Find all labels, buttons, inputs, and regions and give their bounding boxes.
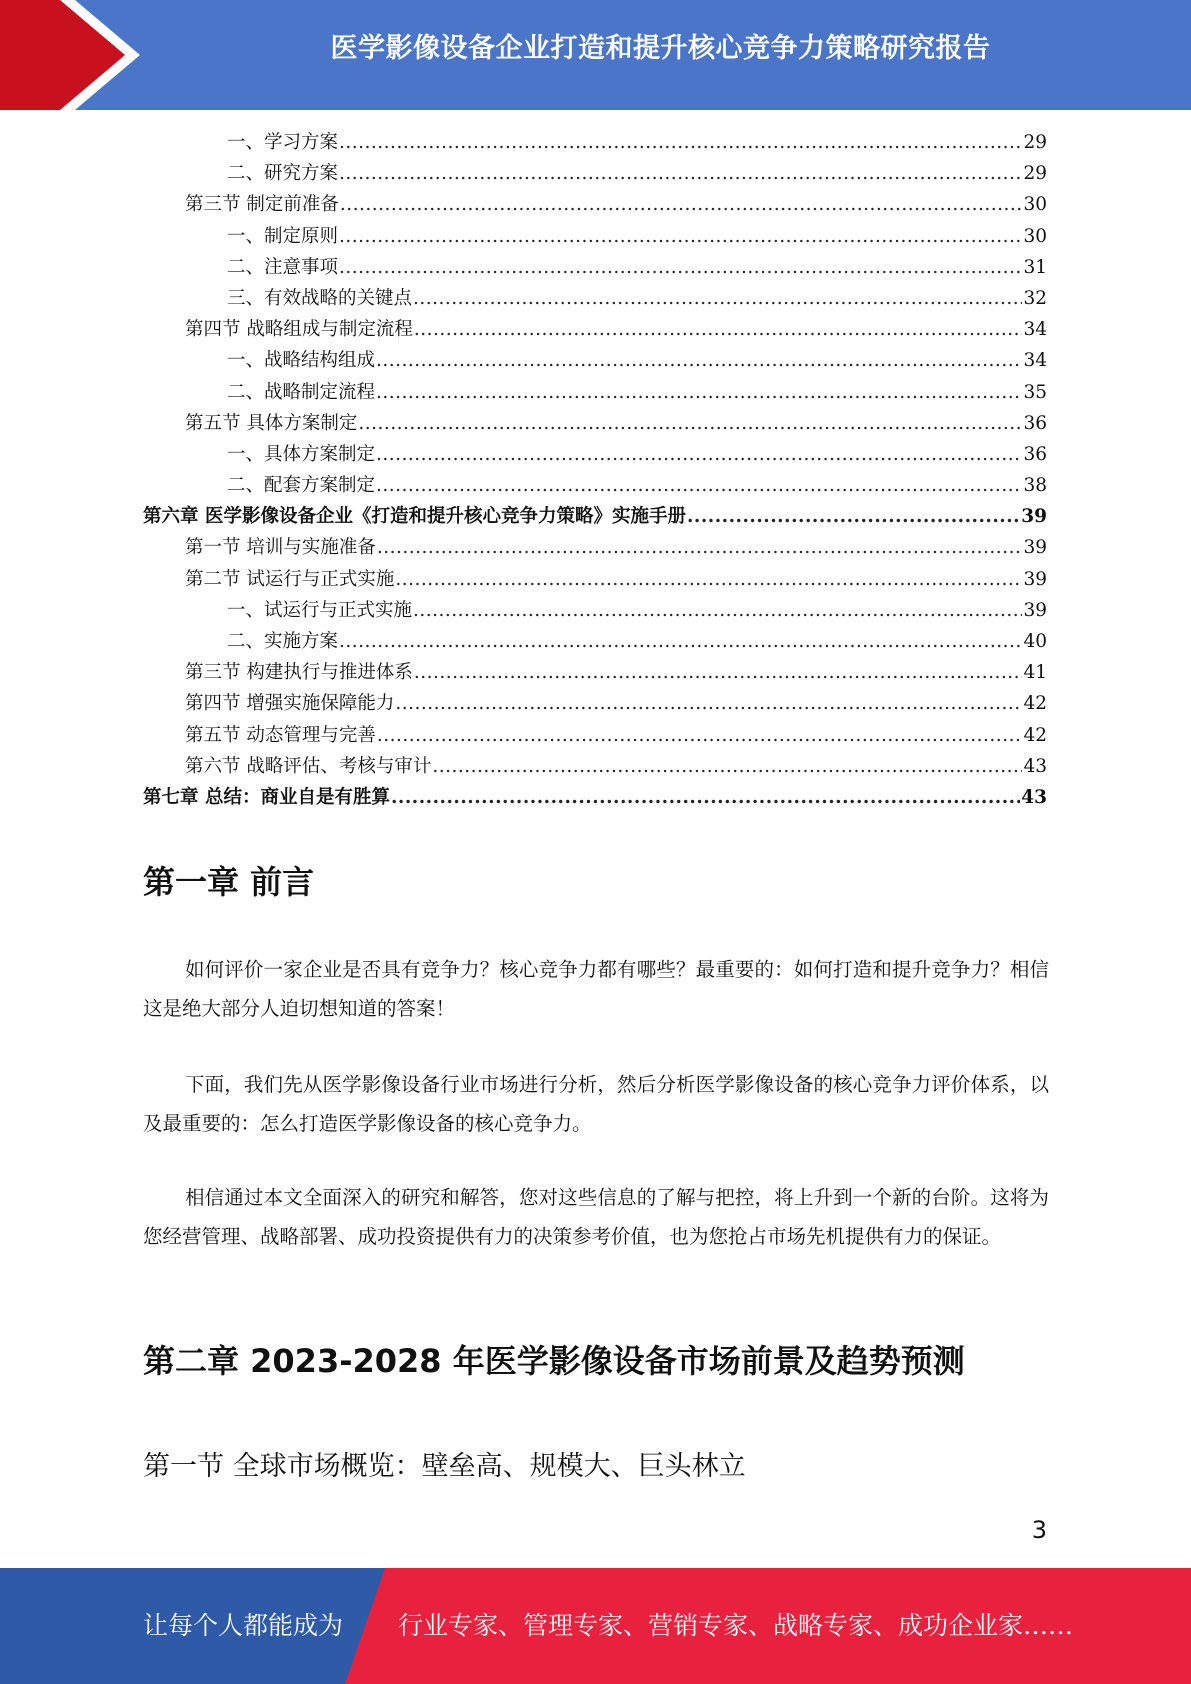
toc-entry-page: 43 xyxy=(1021,786,1047,808)
toc-leader-dots xyxy=(376,444,1022,465)
toc-entry-page: 42 xyxy=(1023,693,1047,715)
toc-entry-page: 34 xyxy=(1023,319,1047,341)
toc-leader-dots xyxy=(413,600,1022,621)
toc-leader-dots xyxy=(340,194,1023,215)
toc-entry-page: 39 xyxy=(1023,599,1047,621)
toc-entry-page: 39 xyxy=(1021,506,1047,528)
toc-entry[interactable] xyxy=(143,284,1047,315)
toc-entry[interactable] xyxy=(143,502,1047,533)
page-number: 3 xyxy=(1031,1516,1047,1544)
page-footer xyxy=(0,1568,1191,1684)
footer-slogan-right: 行业专家、管理专家、营销专家、战略专家、成功企业家…… xyxy=(398,1611,1074,1640)
toc-entry-page: 42 xyxy=(1023,724,1047,746)
toc-leader-dots xyxy=(391,787,1020,808)
header-chevron-decoration xyxy=(0,0,160,110)
toc-entry-page: 43 xyxy=(1023,755,1047,777)
table-of-contents xyxy=(143,128,1047,814)
toc-entry-page: 34 xyxy=(1023,350,1047,372)
toc-entry-title: 一、制定原则 xyxy=(227,225,339,247)
toc-entry[interactable] xyxy=(143,440,1047,471)
toc-entry-title: 第七章 总结：商业自是有胜算 xyxy=(143,786,390,808)
toc-leader-dots xyxy=(339,226,1022,247)
toc-entry-page: 39 xyxy=(1023,537,1047,559)
toc-entry[interactable] xyxy=(143,128,1047,159)
footer-slogan-left: 让每个人都能成为 xyxy=(143,1611,344,1640)
toc-entry-title: 二、配套方案制定 xyxy=(227,475,376,497)
toc-entry[interactable] xyxy=(143,689,1047,720)
toc-entry-title: 第三节 构建执行与推进体系 xyxy=(185,662,413,684)
toc-leader-dots xyxy=(395,693,1022,714)
toc-entry-title: 一、战略结构组成 xyxy=(227,350,376,372)
toc-entry[interactable] xyxy=(143,409,1047,440)
toc-leader-dots xyxy=(339,631,1022,652)
toc-entry-page: 35 xyxy=(1023,381,1047,403)
toc-leader-dots xyxy=(414,662,1023,683)
toc-entry-page: 30 xyxy=(1023,194,1047,216)
toc-leader-dots xyxy=(339,132,1022,153)
toc-entry-title: 第四节 增强实施保障能力 xyxy=(185,693,395,715)
toc-entry[interactable] xyxy=(143,159,1047,190)
toc-entry-title: 第六章 医学影像设备企业《打造和提升核心竞争力策略》实施手册 xyxy=(143,506,686,528)
toc-leader-dots xyxy=(376,382,1022,403)
toc-entry[interactable] xyxy=(143,471,1047,502)
toc-leader-dots xyxy=(376,475,1022,496)
toc-entry-page: 41 xyxy=(1023,662,1047,684)
toc-entry-title: 二、战略制定流程 xyxy=(227,381,376,403)
toc-entry[interactable] xyxy=(143,253,1047,284)
toc-entry[interactable] xyxy=(143,315,1047,346)
toc-entry-title: 一、具体方案制定 xyxy=(227,443,376,465)
chapter-1-heading: 第一章 前言 xyxy=(143,863,315,901)
toc-entry[interactable] xyxy=(143,533,1047,564)
toc-entry[interactable] xyxy=(143,190,1047,221)
toc-leader-dots xyxy=(339,257,1022,278)
toc-entry[interactable] xyxy=(143,783,1047,814)
chapter-2-heading: 第二章 2023-2028 年医学影像设备市场前景及趋势预测 xyxy=(143,1342,965,1380)
toc-entry-page: 30 xyxy=(1023,225,1047,247)
toc-leader-dots xyxy=(432,756,1022,777)
toc-leader-dots xyxy=(413,288,1022,309)
toc-entry-title: 第二节 试运行与正式实施 xyxy=(185,568,395,590)
toc-leader-dots xyxy=(376,350,1022,371)
toc-entry-title: 一、试运行与正式实施 xyxy=(227,599,413,621)
toc-entry[interactable] xyxy=(143,721,1047,752)
toc-entry[interactable] xyxy=(143,627,1047,658)
toc-entry[interactable] xyxy=(143,596,1047,627)
toc-entry-title: 三、有效战略的关键点 xyxy=(227,287,413,309)
toc-entry[interactable] xyxy=(143,378,1047,409)
toc-entry-title: 二、实施方案 xyxy=(227,631,339,652)
toc-entry-page: 36 xyxy=(1023,443,1047,465)
chapter-1-paragraph-3: 相信通过本文全面深入的研究和解答，您对这些信息的了解与把控，将上升到一个新的台阶。这将为您经营管理、战略部署、成功投资提供有力的决策参考价值，也为您抢占市场先机提供有力的保证。 xyxy=(143,1186,1049,1248)
toc-entry[interactable] xyxy=(143,565,1047,596)
toc-entry-page: 39 xyxy=(1023,568,1047,590)
toc-entry-title: 第五节 具体方案制定 xyxy=(185,412,358,434)
toc-leader-dots xyxy=(377,725,1023,746)
page-header xyxy=(0,0,1191,110)
header-title: 医学影像设备企业打造和提升核心竞争力策略研究报告 xyxy=(330,33,991,64)
toc-entry-page: 29 xyxy=(1023,132,1047,153)
toc-entry-title: 第四节 战略组成与制定流程 xyxy=(185,319,413,341)
toc-entry-title: 二、注意事项 xyxy=(227,256,339,278)
toc-entry-page: 31 xyxy=(1023,256,1047,278)
toc-entry-page: 38 xyxy=(1023,475,1047,497)
toc-entry-page: 29 xyxy=(1023,163,1047,185)
toc-entry-page: 40 xyxy=(1023,631,1047,652)
toc-entry[interactable] xyxy=(143,658,1047,689)
toc-entry-title: 一、学习方案 xyxy=(227,132,339,153)
chapter-2-section-1-heading: 第一节 全球市场概览：壁垒高、规模大、巨头林立 xyxy=(143,1451,746,1482)
toc-entry[interactable] xyxy=(143,346,1047,377)
toc-entry-title: 第三节 制定前准备 xyxy=(185,194,339,216)
toc-leader-dots xyxy=(395,569,1022,590)
chapter-1-paragraph-2: 下面，我们先从医学影像设备行业市场进行分析，然后分析医学影像设备的核心竞争力评价体系，以及最重要的：怎么打造医学影像设备的核心竞争力。 xyxy=(143,1073,1049,1135)
toc-leader-dots xyxy=(414,319,1023,340)
toc-entry-title: 第六节 战略评估、考核与审计 xyxy=(185,755,432,777)
toc-entry-title: 第五节 动态管理与完善 xyxy=(185,724,376,746)
toc-entry-title: 第一节 培训与实施准备 xyxy=(185,537,376,559)
toc-entry-page: 36 xyxy=(1023,412,1047,434)
toc-leader-dots xyxy=(358,413,1022,434)
toc-leader-dots xyxy=(339,163,1022,184)
chapter-1-paragraph-1: 如何评价一家企业是否具有竞争力？核心竞争力都有哪些？最重要的：如何打造和提升竞争力？相信这是绝大部分人迫切想知道的答案！ xyxy=(143,958,1049,1020)
toc-entry-page: 32 xyxy=(1023,287,1047,309)
toc-entry-title: 二、研究方案 xyxy=(227,163,339,185)
toc-leader-dots xyxy=(687,506,1020,527)
toc-entry[interactable] xyxy=(143,752,1047,783)
toc-leader-dots xyxy=(377,537,1023,558)
toc-entry[interactable] xyxy=(143,222,1047,253)
